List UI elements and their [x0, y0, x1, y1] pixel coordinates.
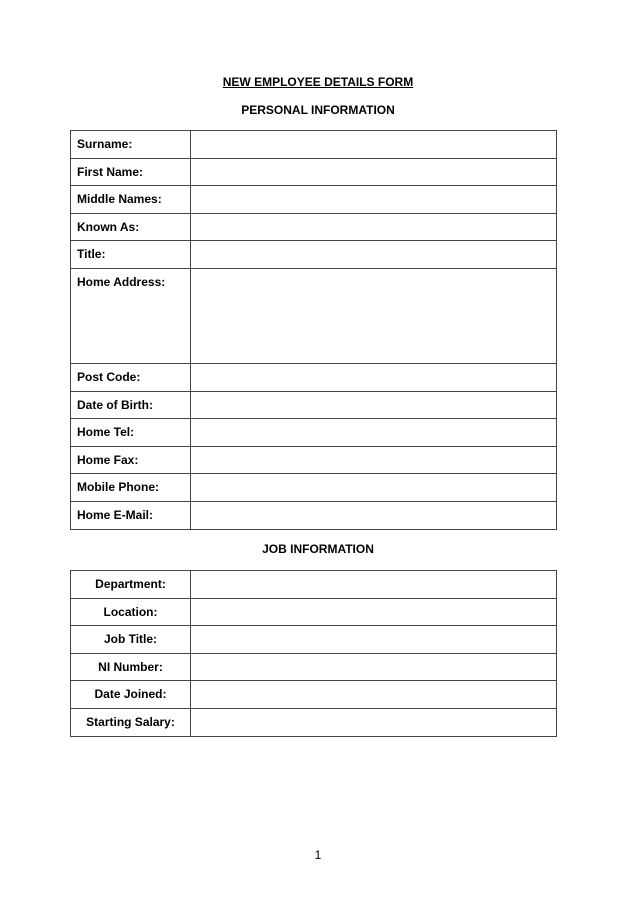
home-address-field[interactable] — [191, 268, 557, 363]
home-fax-field[interactable] — [191, 446, 557, 474]
mobile-phone-field[interactable] — [191, 474, 557, 502]
location-field[interactable] — [191, 598, 557, 626]
field-label-date-of-birth: Date of Birth: — [71, 391, 191, 419]
form-row-date-joined — [71, 681, 557, 709]
form-row-title — [71, 241, 557, 269]
form-row-home-address — [71, 268, 557, 363]
field-label-home-fax: Home Fax: — [71, 446, 191, 474]
post-code-field[interactable] — [191, 363, 557, 391]
job-information-table — [70, 570, 557, 737]
form-row-location — [71, 598, 557, 626]
title-field[interactable] — [191, 241, 557, 269]
field-label-starting-salary: Starting Salary: — [71, 708, 191, 736]
form-row-department — [71, 571, 557, 599]
home-tel-field[interactable] — [191, 419, 557, 447]
job-information-heading: JOB INFORMATION — [262, 542, 374, 556]
form-row-post-code — [71, 363, 557, 391]
department-field[interactable] — [191, 571, 557, 599]
field-label-home-tel: Home Tel: — [71, 419, 191, 447]
form-row-starting-salary — [71, 708, 557, 736]
field-label-first-name: First Name: — [71, 158, 191, 186]
starting-salary-field[interactable] — [191, 708, 557, 736]
form-row-home-email — [71, 501, 557, 529]
field-label-location: Location: — [71, 598, 191, 626]
form-row-first-name — [71, 158, 557, 186]
middle-names-field[interactable] — [191, 186, 557, 214]
ni-number-field[interactable] — [191, 653, 557, 681]
form-title: NEW EMPLOYEE DETAILS FORM — [222, 75, 414, 89]
page-number: 1 — [314, 848, 322, 862]
field-label-home-email: Home E-Mail: — [71, 501, 191, 529]
date-of-birth-field[interactable] — [191, 391, 557, 419]
personal-information-table — [70, 130, 557, 530]
form-row-date-of-birth — [71, 391, 557, 419]
field-label-home-address: Home Address: — [71, 268, 191, 363]
field-label-job-title: Job Title: — [71, 626, 191, 654]
field-label-ni-number: NI Number: — [71, 653, 191, 681]
form-row-ni-number — [71, 653, 557, 681]
known-as-field[interactable] — [191, 213, 557, 241]
field-label-middle-names: Middle Names: — [71, 186, 191, 214]
form-row-middle-names — [71, 186, 557, 214]
job-title-field[interactable] — [191, 626, 557, 654]
home-email-field[interactable] — [191, 501, 557, 529]
field-label-title: Title: — [71, 241, 191, 269]
personal-information-heading: PERSONAL INFORMATION — [241, 103, 395, 117]
form-row-surname — [71, 131, 557, 159]
field-label-surname: Surname: — [71, 131, 191, 159]
surname-field[interactable] — [191, 131, 557, 159]
form-row-job-title — [71, 626, 557, 654]
form-row-home-fax — [71, 446, 557, 474]
field-label-post-code: Post Code: — [71, 363, 191, 391]
field-label-mobile-phone: Mobile Phone: — [71, 474, 191, 502]
date-joined-field[interactable] — [191, 681, 557, 709]
field-label-known-as: Known As: — [71, 213, 191, 241]
form-row-home-tel — [71, 419, 557, 447]
form-row-known-as — [71, 213, 557, 241]
field-label-department: Department: — [71, 571, 191, 599]
form-row-mobile-phone — [71, 474, 557, 502]
field-label-date-joined: Date Joined: — [71, 681, 191, 709]
first-name-field[interactable] — [191, 158, 557, 186]
